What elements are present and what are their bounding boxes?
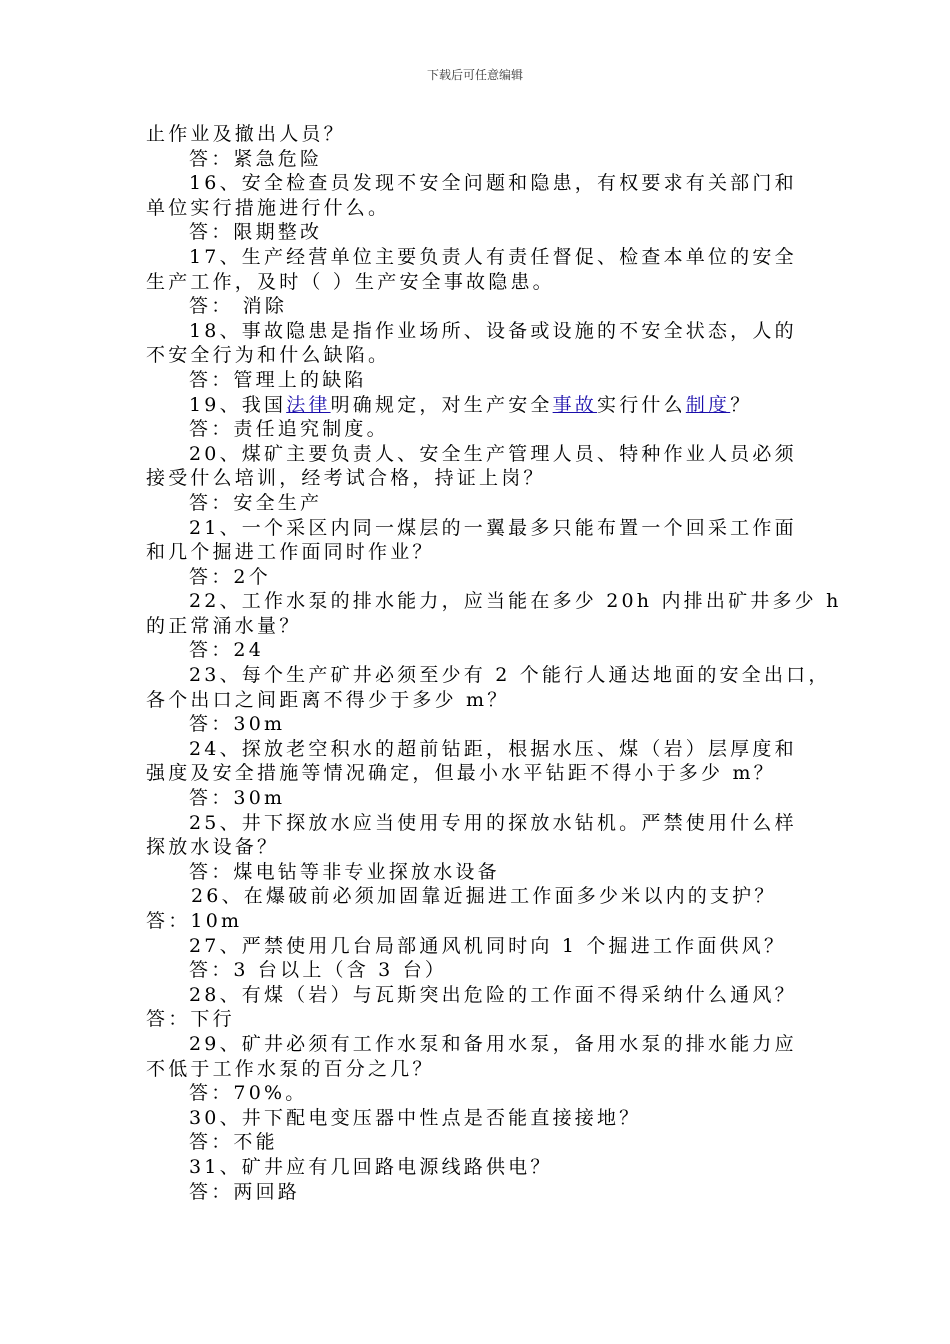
text-line: 21、一个采区内同一煤层的一翼最多只能布置一个回采工作面: [189, 516, 797, 539]
text-line: 答：不能: [189, 1131, 278, 1154]
line-text: 19、我国: [189, 393, 287, 416]
text-line: 30、井下配电变压器中性点是否能直接接地？: [189, 1106, 642, 1129]
text-line: [146, 393, 826, 418]
inline-link[interactable]: 法律: [286, 393, 331, 416]
text-line: 答：10m: [146, 910, 243, 932]
text-line: 答：3 台以上（含 3 台）: [189, 959, 448, 982]
text-line: 28、有煤（岩）与瓦斯突出危险的工作面不得采纳什么通风？: [189, 983, 797, 1006]
line-text: 实行什么: [597, 393, 686, 416]
text-line: 答：70%。: [189, 1082, 308, 1105]
text-line: 答：限期整改: [189, 221, 323, 244]
text-line: 探放水设备？: [146, 836, 280, 859]
text-line: 答：24: [189, 639, 264, 662]
text-line: 23、每个生产矿井必须至少有 2 个能行人通达地面的安全出口，: [189, 664, 831, 687]
text-line: 和几个掘进工作面同时作业？: [146, 541, 435, 564]
text-line: 单位实行措施进行什么。: [146, 196, 391, 219]
text-line: 接受什么培训，经考试合格，持证上岗？: [146, 467, 546, 490]
text-line: 答：责任追究制度。: [189, 418, 389, 441]
text-line: 18、事故隐患是指作业场所、设备或设施的不安全状态，人的: [189, 319, 797, 342]
text-line: 答：30m: [189, 787, 286, 810]
text-line: 不安全行为和什么缺陷。: [146, 344, 391, 367]
text-line: 各个出口之间距离不得少于多少 m？: [146, 688, 510, 711]
inline-link[interactable]: 制度: [685, 393, 731, 416]
text-line: 22、工作水泵的排水能力，应当能在多少 20h 内排出矿井多少 h: [189, 590, 842, 613]
text-line: 止作业及撤出人员？: [146, 123, 346, 145]
text-line: 答：煤电钻等非专业探放水设备: [189, 860, 500, 883]
document-body: [146, 122, 842, 1204]
text-line: 的正常涌水量？: [146, 614, 302, 637]
text-line: 答：安全生产: [189, 491, 323, 514]
text-line: 答：紧急危险: [189, 147, 323, 170]
page-header: 下载后可任意编辑: [426, 68, 523, 82]
text-line: 16、安全检查员发现不安全问题和隐患，有权要求有关部门和: [189, 172, 797, 195]
text-line: 答：两回路: [189, 1180, 301, 1203]
inline-link[interactable]: 事故: [552, 393, 598, 416]
text-line: 24、探放老空积水的超前钻距，根据水压、煤（岩）层厚度和: [189, 737, 797, 760]
text-line: 不低于工作水泵的百分之几？: [146, 1057, 435, 1080]
text-line: 29、矿井必须有工作水泵和备用水泵，备用水泵的排水能力应: [189, 1032, 797, 1055]
text-line: 25、井下探放水应当使用专用的探放水钻机。严禁使用什么样: [189, 811, 797, 834]
text-line: 20、煤矿主要负责人、安全生产管理人员、特种作业人员必须: [189, 442, 797, 465]
text-line: 31、矿井应有几回路电源线路供电？: [189, 1155, 553, 1178]
line-text: 明确规定，对生产安全: [330, 393, 553, 416]
text-line: 强度及安全措施等情况确定，但最小水平钻距不得小于多少 m？: [146, 762, 776, 785]
text-line: 答： 消除: [189, 295, 288, 318]
text-line: 26、在爆破前必须加固靠近掘进工作面多少米以内的支护？: [191, 885, 777, 908]
line-text: ？: [730, 393, 753, 416]
text-line: 生产工作，及时（ ）生产安全事故隐患。: [146, 270, 555, 293]
text-line: 答：2个: [189, 565, 271, 588]
text-line: 17、生产经营单位主要负责人有责任督促、检查本单位的安全: [189, 245, 797, 268]
text-line: 答：管理上的缺陷: [189, 368, 367, 391]
text-line: 答：下行: [146, 1008, 235, 1031]
text-line: 答：30m: [189, 713, 286, 736]
text-line: 27、严禁使用几台局部通风机同时向 1 个掘进工作面供风？: [189, 934, 787, 957]
